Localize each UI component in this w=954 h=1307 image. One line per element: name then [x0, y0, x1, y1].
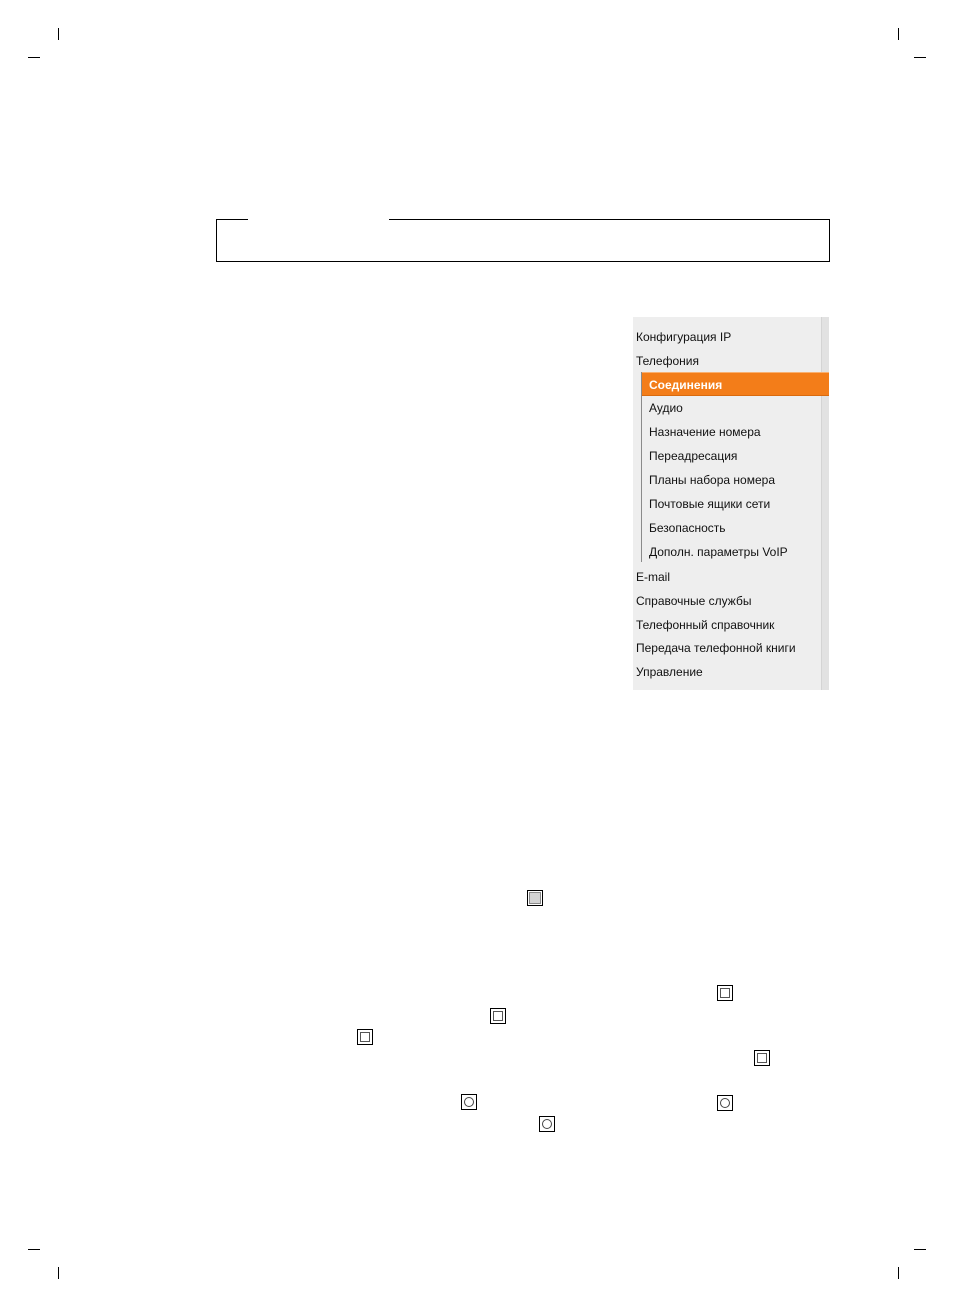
checkbox-icon: [357, 1029, 373, 1045]
crop-mark: [28, 1249, 40, 1250]
submenu-item-connections[interactable]: Соединения: [642, 372, 829, 396]
crop-mark: [28, 57, 40, 58]
crop-mark: [914, 57, 926, 58]
menu-item-phonebook[interactable]: Телефонный справочник: [636, 618, 775, 632]
section-header-box: [216, 219, 830, 262]
radio-button-icon: [461, 1094, 477, 1110]
submenu-indent-line: [641, 372, 642, 562]
checkbox-icon: [490, 1008, 506, 1024]
radio-button-icon: [717, 1095, 733, 1111]
submenu-item-security[interactable]: Безопасность: [649, 521, 726, 535]
menu-item-info-services[interactable]: Справочные службы: [636, 594, 752, 608]
submenu-item-advanced-voip[interactable]: Дополн. параметры VoIP: [649, 545, 788, 559]
radio-button-icon: [539, 1116, 555, 1132]
menu-item-email[interactable]: E-mail: [636, 570, 671, 584]
submenu-item-network-mailboxes[interactable]: Почтовые ящики сети: [649, 497, 771, 511]
checkbox-icon: [717, 985, 733, 1001]
menu-item-management[interactable]: Управление: [636, 665, 703, 679]
menu-item-telephony[interactable]: Телефония: [636, 354, 699, 368]
checkbox-icon: [754, 1050, 770, 1066]
menu-item-phonebook-transfer[interactable]: Передача телефонной книги: [636, 641, 796, 655]
crop-mark: [914, 1249, 926, 1250]
submenu-item-call-forwarding[interactable]: Переадресация: [649, 449, 738, 463]
crop-mark: [898, 1267, 899, 1279]
submenu-item-number-assignment[interactable]: Назначение номера: [649, 425, 761, 439]
crop-mark: [898, 28, 899, 40]
submenu-item-audio[interactable]: Аудио: [649, 401, 683, 415]
crop-mark: [58, 1267, 59, 1279]
header-tab-gap: [248, 217, 389, 221]
submenu-item-dial-plans[interactable]: Планы набора номера: [649, 473, 775, 487]
menu-item-ip-config[interactable]: Конфигурация IP: [636, 330, 732, 344]
crop-mark: [58, 28, 59, 40]
filled-button-icon: [527, 890, 543, 906]
